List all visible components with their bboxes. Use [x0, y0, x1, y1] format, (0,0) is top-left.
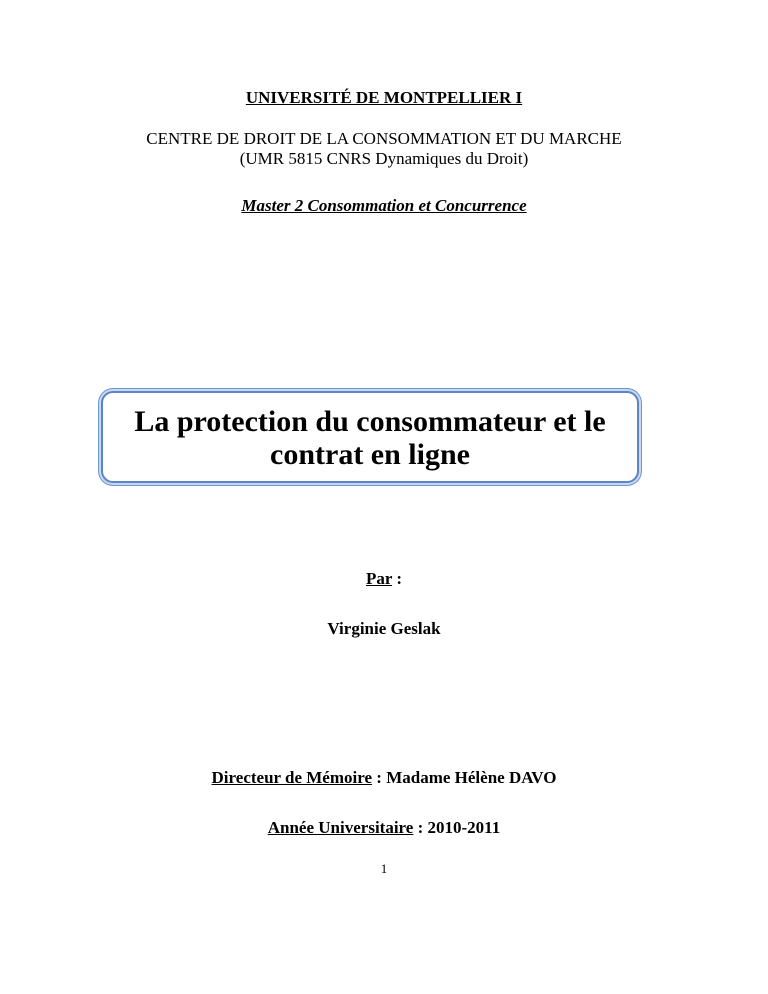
thesis-title-line-1: La protection du consommateur et le [134, 405, 606, 438]
director-separator: : [372, 768, 387, 787]
page-number: 1 [380, 861, 388, 876]
year-label: Année Universitaire [267, 818, 414, 837]
academic-year [0, 818, 768, 838]
university-name: UNIVERSITÉ DE MONTPELLIER I [245, 88, 523, 107]
master-programme: Master 2 Consommation et Concurrence [241, 196, 527, 215]
umr-unit: (UMR 5815 CNRS Dynamiques du Droit) [239, 149, 529, 168]
thesis-title [103, 405, 637, 471]
thesis-title-line-2: contrat en ligne [270, 438, 470, 471]
director-value: Madame Hélène DAVO [386, 768, 557, 787]
author-label-text: Par [365, 569, 393, 588]
year-separator: : [413, 818, 428, 837]
year-value: 2010-2011 [427, 818, 501, 837]
director-label: Directeur de Mémoire [211, 768, 373, 787]
author-label [0, 569, 768, 589]
thesis-director [0, 768, 768, 788]
author-name: Virginie Geslak [327, 619, 441, 638]
research-centre: CENTRE DE DROIT DE LA CONSOMMATION ET DU MARCHE [146, 129, 622, 148]
author-label-separator: : [392, 569, 403, 588]
title-box [101, 391, 639, 483]
